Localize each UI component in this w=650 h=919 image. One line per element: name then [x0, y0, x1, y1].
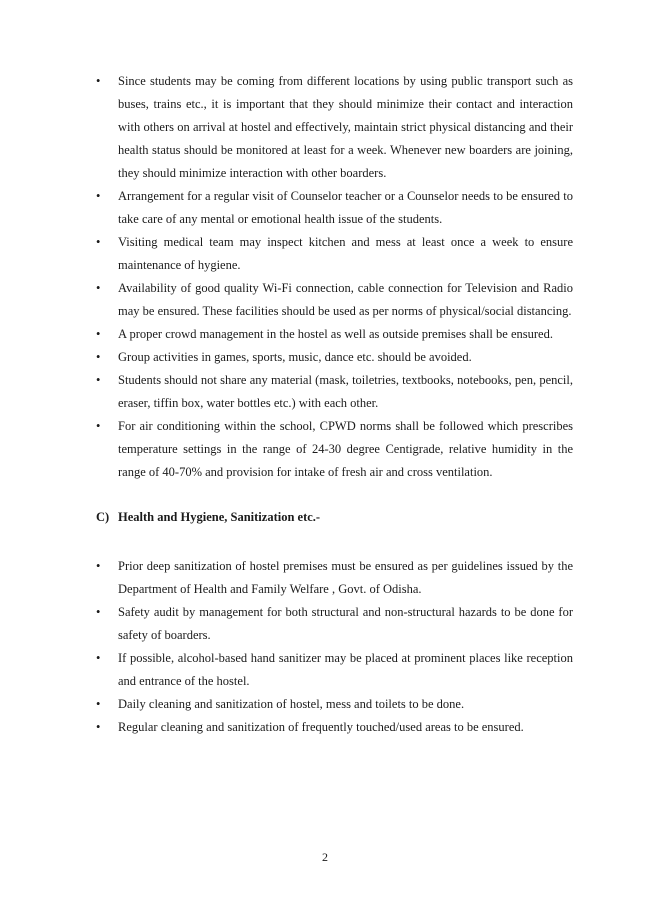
- bullet-text: Availability of good quality Wi-Fi connection, cable connection for Television and Radio may be ensured. These facilities should be used as per norms of physical/social distancing.: [118, 281, 573, 318]
- bullet-icon: •: [96, 651, 101, 665]
- list-item: [96, 716, 573, 739]
- bullet-text: A proper crowd management in the hostel as well as outside premises shall be ensured.: [118, 327, 553, 341]
- page-number: 2: [322, 850, 328, 864]
- list-item: [96, 647, 573, 693]
- list-item: [96, 693, 573, 716]
- bullet-icon: •: [96, 559, 101, 573]
- bullet-text: Safety audit by management for both structural and non-structural hazards to be done for safety of boarders.: [118, 605, 573, 642]
- section-heading-label: C): [96, 510, 110, 524]
- bullet-text: Regular cleaning and sanitization of frequently touched/used areas to be ensured.: [118, 720, 524, 734]
- bullet-text: Arrangement for a regular visit of Counselor teacher or a Counselor needs to be ensured to take care of any mental or emotional health issue of the students.: [118, 189, 573, 226]
- bullet-icon: •: [96, 235, 101, 249]
- bullet-icon: •: [96, 189, 101, 203]
- guidelines-list-health-hygiene: [76, 555, 573, 739]
- bullet-icon: •: [96, 327, 101, 341]
- bullet-icon: •: [96, 74, 101, 88]
- bullet-text: Group activities in games, sports, music, dance etc. should be avoided.: [118, 350, 472, 364]
- list-item: [96, 70, 573, 185]
- list-item: [96, 231, 573, 277]
- section-heading-title: Health and Hygiene, Sanitization etc.-: [118, 510, 321, 524]
- bullet-icon: •: [96, 419, 101, 433]
- bullet-icon: •: [96, 605, 101, 619]
- section-heading-c: [96, 506, 573, 529]
- list-item: [96, 277, 573, 323]
- guidelines-list-general: [76, 70, 573, 484]
- bullet-icon: •: [96, 697, 101, 711]
- list-item: [96, 346, 573, 369]
- bullet-text: If possible, alcohol-based hand sanitizer may be placed at prominent places like reception and entrance of the hostel.: [118, 651, 573, 688]
- list-item: [96, 323, 573, 346]
- list-item: [96, 415, 573, 484]
- bullet-text: Daily cleaning and sanitization of hostel, mess and toilets to be done.: [118, 697, 465, 711]
- bullet-text: Students should not share any material (mask, toiletries, textbooks, notebooks, pen, pencil, eraser, tiffin box, water bottles etc.) with each other.: [118, 373, 573, 410]
- bullet-text: Prior deep sanitization of hostel premises must be ensured as per guidelines issued by the Department of Health and Family Welfare , Govt. of Odisha.: [118, 559, 573, 596]
- bullet-icon: •: [96, 720, 101, 734]
- list-item: [96, 185, 573, 231]
- list-item: [96, 555, 573, 601]
- bullet-text: Since students may be coming from different locations by using public transport such as buses, trains etc., it is important that they should minimize their contact and interaction with others on arrival at hostel and effectively, maintain strict physical distancing and their health status should be monitored at least for a week. Whenever new boarders are joining, they should minimize interaction with other boarders.: [118, 74, 573, 180]
- bullet-icon: •: [96, 350, 101, 364]
- bullet-text: Visiting medical team may inspect kitchen and mess at least once a week to ensure maintenance of hygiene.: [118, 235, 573, 272]
- bullet-icon: •: [96, 281, 101, 295]
- list-item: [96, 601, 573, 647]
- bullet-text: For air conditioning within the school, CPWD norms shall be followed which prescribes temperature settings in the range of 24-30 degree Centigrade, relative humidity in the range of 40-70% and provision for intake of fresh air and cross ventilation.: [118, 419, 573, 479]
- list-item: [96, 369, 573, 415]
- bullet-icon: •: [96, 373, 101, 387]
